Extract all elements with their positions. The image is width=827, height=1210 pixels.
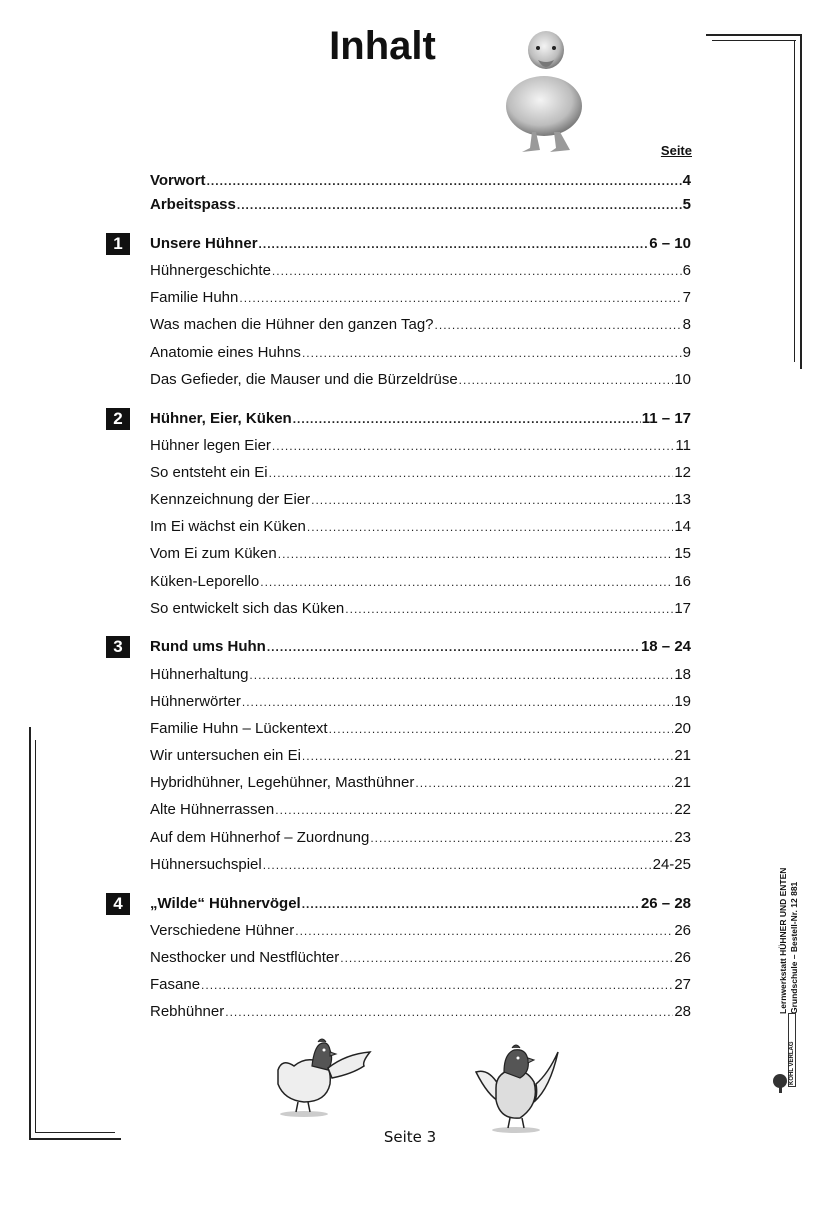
toc-entry-page: 9 [682,344,691,361]
toc-entry [150,344,691,364]
page-number: Seite 3 [383,1128,437,1146]
toc-entry-label: Vom Ei zum Küken [150,545,277,562]
dot-leader [267,640,640,654]
section-heading [150,235,691,255]
product-title: Lernwerkstatt HÜHNER UND ENTEN [778,867,788,1014]
publisher-logo [770,1025,800,1095]
toc-entry [150,600,691,620]
dot-leader [249,668,673,682]
toc-entry-label: Hühner legen Eier [150,437,271,454]
frame-bottom-left-h2 [35,1132,115,1133]
toc-entry-page: 6 [682,262,691,279]
toc-entry-label: Kennzeichnung der Eier [150,491,311,508]
toc-entry [150,316,691,336]
toc-entry [150,573,691,593]
section-heading [150,638,691,658]
toc-entry-page: 21 [674,774,691,791]
toc-entry [150,464,691,484]
publisher-side-info-text [778,814,802,1014]
toc-entry-label: Auf dem Hühnerhof – Zuordnung [150,829,370,846]
section-pages: 6 – 10 [649,235,691,252]
page-column-header: Seite [660,143,692,158]
frame-bottom-left-v1 [29,727,31,1139]
dot-leader [242,695,673,709]
toc-entry-page: 27 [674,976,691,993]
dot-leader [272,264,682,278]
toc-entry-page: 23 [674,829,691,846]
frame-top-right-h1 [706,34,801,36]
dot-leader [259,237,649,251]
duckling-illustration [494,26,594,154]
dot-leader [263,858,652,872]
section-pages: 18 – 24 [640,638,691,655]
toc-entry [150,262,691,282]
toc-entry [150,545,691,565]
dot-leader [207,174,682,188]
toc-entry-label: Anatomie eines Huhns [150,344,301,361]
section-number-badge: 1 [106,233,130,255]
chicken-illustration-left [272,1036,372,1118]
toc-entry-label: Wir untersuchen ein Ei [150,747,301,764]
toc-entry [150,437,691,457]
toc-entry-label: Vorwort [150,172,206,189]
dot-leader [239,291,681,305]
toc-entry-page: 26 [674,949,691,966]
toc-entry-page: 17 [674,600,691,617]
toc-entry-label: Fasane [150,976,201,993]
section-number-badge: 4 [106,893,130,915]
dot-leader [275,803,673,817]
toc-entry [150,856,691,876]
toc-entry [150,518,691,538]
dot-leader [269,466,674,480]
toc-entry-label: Rebhühner [150,1003,225,1020]
toc-entry-page: 20 [674,720,691,737]
dot-leader [329,722,674,736]
dot-leader [302,897,640,911]
toc-entry [150,720,691,740]
toc-entry-page: 24-25 [652,856,691,873]
toc-entry [150,922,691,942]
toc-entry-label: Familie Huhn – Lückentext [150,720,328,737]
dot-leader [237,198,682,212]
dot-leader [311,493,673,507]
section-number-badge: 2 [106,408,130,430]
toc-entry-label: Hühnersuchspiel [150,856,262,873]
toc-entry-page: 15 [674,545,691,562]
dot-leader [370,831,673,845]
toc-entry-label: Alte Hühnerrassen [150,801,275,818]
dot-leader [435,318,682,332]
dot-leader [278,547,674,561]
toc-entry-label: So entwickelt sich das Küken [150,600,345,617]
toc-entry [150,976,691,996]
toc-entry-label: Verschiedene Hühner [150,922,295,939]
section-title: Unsere Hühner [150,235,258,252]
toc-entry-page: 13 [674,491,691,508]
toc-entry-label: Das Gefieder, die Mauser und die Bürzeldrüse [150,371,458,388]
frame-bottom-left-h1 [29,1138,121,1140]
dot-leader [260,575,673,589]
toc-entry-label: Arbeitspass [150,196,236,213]
dot-leader [201,978,673,992]
section-pages: 26 – 28 [640,895,691,912]
frame-top-right-v2 [794,40,795,362]
toc-entry [150,666,691,686]
toc-entry-label: Hühnergeschichte [150,262,271,279]
dot-leader [295,924,673,938]
toc-entry-label: So entsteht ein Ei [150,464,268,481]
toc-entry-page: 21 [674,747,691,764]
toc-entry-label: Hühnerhaltung [150,666,249,683]
toc-entry-page: 14 [674,518,691,535]
toc-entry-page: 5 [682,196,691,213]
dot-leader [340,951,673,965]
toc-entry-page: 12 [674,464,691,481]
toc-entry-page: 11 [675,437,691,454]
order-number: Grundschule – Bestell-Nr. 12 881 [789,881,799,1014]
toc-entry [150,693,691,713]
section-number-badge: 3 [106,636,130,658]
section-title: Hühner, Eier, Küken [150,410,292,427]
toc-entry-label: Im Ei wächst ein Küken [150,518,306,535]
toc-entry-page: 10 [674,371,691,388]
toc-entry [150,949,691,969]
section-pages: 11 – 17 [641,410,691,427]
toc-entry-arbeitspass [150,196,691,216]
toc-entry-page: 22 [674,801,691,818]
toc-entry [150,829,691,849]
toc-entry-vorwort [150,172,691,192]
chicken-illustration-right [474,1044,560,1134]
toc-entry [150,747,691,767]
dot-leader [345,602,673,616]
dot-leader [302,346,682,360]
dot-leader [302,749,673,763]
toc-entry-page: 26 [674,922,691,939]
toc-entry-page: 28 [674,1003,691,1020]
toc-entry-label: Familie Huhn [150,289,239,306]
dot-leader [307,520,673,534]
dot-leader [415,776,673,790]
toc-entry-page: 7 [682,289,691,306]
publisher-name: KOHL VERLAG [788,1013,796,1087]
frame-top-right-h2 [712,40,796,41]
toc-entry-page: 8 [682,316,691,333]
section-title: Rund ums Huhn [150,638,266,655]
toc-entry [150,289,691,309]
toc-entry-page: 19 [674,693,691,710]
section-heading [150,895,691,915]
frame-top-right-v1 [800,34,802,369]
toc-entry-page: 4 [682,172,691,189]
toc-entry [150,491,691,511]
toc-entry-label: Nesthocker und Nestflüchter [150,949,340,966]
toc-entry [150,774,691,794]
dot-leader [272,439,675,453]
toc-entry-label: Hybridhühner, Legehühner, Masthühner [150,774,415,791]
toc-entry-label: Was machen die Hühner den ganzen Tag? [150,316,434,333]
toc-entry-label: Küken-Leporello [150,573,260,590]
toc-entry-label: Hühnerwörter [150,693,241,710]
toc-entry-page: 18 [674,666,691,683]
dot-leader [293,412,641,426]
section-title: „Wilde“ Hühnervögel [150,895,301,912]
dot-leader [225,1005,673,1019]
page-title: Inhalt [329,24,436,68]
toc-entry [150,801,691,821]
toc-entry-page: 16 [674,573,691,590]
frame-bottom-left-v2 [35,740,36,1133]
section-heading [150,410,691,430]
toc-entry [150,1003,691,1023]
dot-leader [459,373,674,387]
toc-entry [150,371,691,391]
